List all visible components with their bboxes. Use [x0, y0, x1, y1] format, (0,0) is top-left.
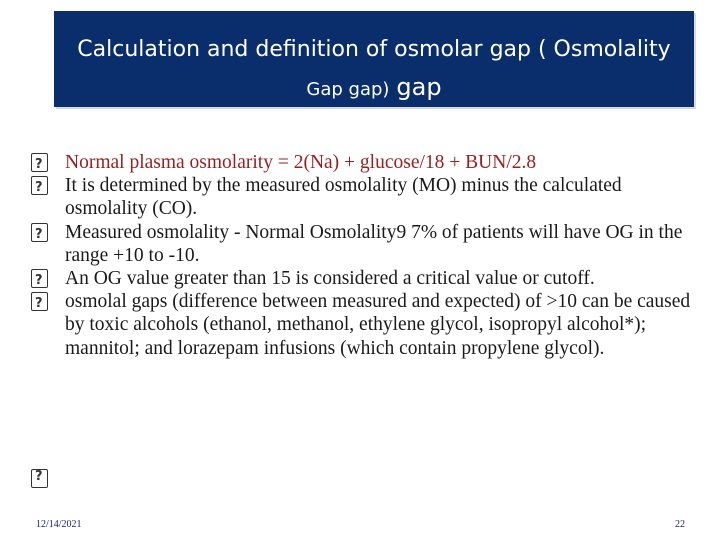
footer-date: 12/14/2021	[36, 519, 82, 530]
slide-title-line2-part2: gap	[396, 73, 442, 101]
page-number: 22	[675, 519, 685, 530]
bullet-text: Normal plasma osmolarity = 2(Na) + glucose/18 + BUN/2.8	[65, 152, 537, 173]
bullet-item	[31, 221, 691, 267]
bullet-item	[31, 290, 691, 360]
missing-glyph-bullet-icon	[31, 223, 48, 242]
missing-glyph-bullet-icon	[31, 292, 48, 311]
missing-glyph-bullet-icon	[31, 176, 48, 195]
slide-title-line2	[54, 73, 694, 101]
slide-title-box	[54, 11, 694, 107]
bullet-item	[31, 174, 691, 220]
bullet-text: osmolal gaps (difference between measured and expected) of >10 can be caused by toxic alcohols (ethanol, methanol, ethylene glycol, isopropyl alcohol*); mannitol; and lorazepam infusions (which contain propylene glycol).	[65, 291, 691, 359]
slide-title-line2-part1: Gap gap)	[306, 79, 390, 100]
bullet-text: It is determined by the measured osmolality (MO) minus the calculated osmolality (CO).	[65, 175, 622, 220]
slide-title-line1: Calculation and definition of osmolar gap ( Osmolality	[77, 37, 671, 62]
bullet-item	[31, 267, 691, 290]
empty-bullet-icon	[31, 469, 48, 488]
missing-glyph-bullet-icon	[31, 153, 48, 172]
bullet-text: An OG value greater than 15 is considered a critical value or cutoff.	[65, 268, 595, 290]
bullet-text: Measured osmolality - Normal Osmolality9 7% of patients will have OG in the range +10 to -10.	[65, 221, 683, 266]
missing-glyph-bullet-icon	[31, 269, 48, 288]
slide-body	[31, 151, 691, 360]
bullet-item	[31, 151, 691, 174]
